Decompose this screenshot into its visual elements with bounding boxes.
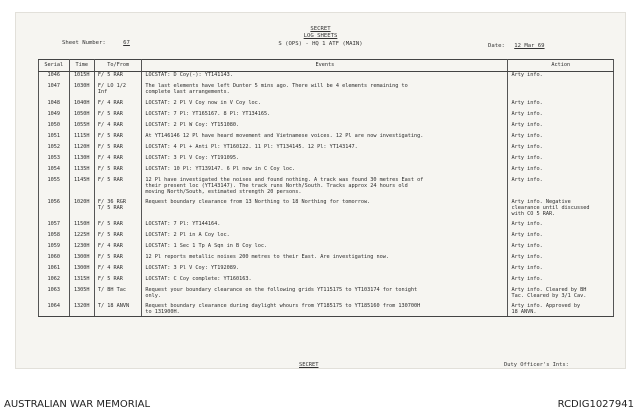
action-cell: Arty info. (508, 100, 614, 111)
column-header-action: Action (508, 60, 614, 72)
date-label: Date: (488, 43, 505, 49)
time-cell: 1015H (69, 72, 94, 83)
action-cell: Arty info. (508, 72, 614, 83)
serial-cell: 1057 (39, 221, 70, 232)
classification-bottom: SECRET (299, 362, 319, 368)
serial-cell: 1059 (39, 243, 70, 254)
log-sheet-page (15, 12, 626, 369)
table-row (39, 111, 614, 122)
serial-cell: 1054 (39, 166, 70, 177)
event-cell: LOCSTAT: 2 Pl W Coy: YT151080. (142, 122, 508, 133)
action-cell: Arty info. (508, 122, 614, 133)
unit-heading: S (OPS) - HQ 1 ATF (MAIN) (278, 41, 363, 47)
archive-record-id: RCDIG1027941 (557, 399, 634, 410)
table-row (39, 265, 614, 276)
log-title: LOG SHEETS (303, 33, 338, 39)
table-row (39, 72, 614, 83)
to-from-cell: F/ 5 RAR (94, 221, 141, 232)
action-cell: Arty info. (508, 265, 614, 276)
time-cell: 1135H (69, 166, 94, 177)
event-cell: Request boundary clearance from 13 Northing to 18 Northing for tomorrow. (142, 199, 508, 221)
time-cell: 1030H (69, 83, 94, 100)
time-cell: 1320H (69, 303, 94, 317)
action-cell: Arty info. Approved by 18 ANVN. (508, 303, 614, 317)
event-cell: LOCSTAT: D Coy(-): YT141143. (142, 72, 508, 83)
serial-cell: 1053 (39, 155, 70, 166)
action-cell: Arty info. (508, 276, 614, 287)
action-cell: Arty info. (508, 232, 614, 243)
serial-cell: 1064 (39, 303, 70, 317)
to-from-cell: F/ 4 RAR (94, 155, 141, 166)
time-cell: 1150H (69, 221, 94, 232)
sheet-number-label: Sheet Number: (62, 40, 106, 46)
action-cell: Arty info. (508, 166, 614, 177)
time-cell: 1300H (69, 265, 94, 276)
to-from-cell: F/ 5 RAR (94, 276, 141, 287)
event-cell: Request boundary clearance during daylight whours from YT185175 to YT185160 from 130700H to 131900H. (142, 303, 508, 317)
action-cell: Arty info. Cleared by BH Tac. Cleared by 3/1 Cav. (508, 287, 614, 303)
event-cell: LOCSTAT: C Coy complete: YT160163. (142, 276, 508, 287)
to-from-cell: F/ 5 RAR (94, 133, 141, 144)
column-header-time: Time (69, 60, 94, 72)
table-row (39, 122, 614, 133)
column-header-to-from: To/From (94, 60, 141, 72)
event-cell: LOCSTAT: 7 Pl: YT144164. (142, 221, 508, 232)
action-cell: Arty info. (508, 243, 614, 254)
to-from-cell: F/ 5 RAR (94, 111, 141, 122)
date-value: 12 Mar 69 (514, 43, 545, 49)
to-from-cell: F/ 5 RAR (94, 232, 141, 243)
archive-source-label: AUSTRALIAN WAR MEMORIAL (4, 399, 151, 410)
to-from-cell: F/ 4 RAR (94, 265, 141, 276)
serial-cell: 1048 (39, 100, 70, 111)
table-row (39, 83, 614, 100)
event-cell: LOCSTAT: 2 Pl in A Coy loc. (142, 232, 508, 243)
action-cell: Arty info. (508, 254, 614, 265)
table-row (39, 221, 614, 232)
action-cell: Arty info. Negative clearance until discussed with CO 5 RAR. (508, 199, 614, 221)
table-row (39, 243, 614, 254)
event-cell: LOCSTAT: 1 Sec 1 Tp A Sqn in B Coy loc. (142, 243, 508, 254)
table-header-row (39, 60, 614, 72)
serial-cell: 1049 (39, 111, 70, 122)
table-row (39, 100, 614, 111)
serial-cell: 1052 (39, 144, 70, 155)
time-cell: 1020H (69, 199, 94, 221)
time-cell: 1225H (69, 232, 94, 243)
time-cell: 1300H (69, 254, 94, 265)
sheet-number-field (62, 40, 130, 46)
event-cell: LOCSTAT: 7 Pl: YT165167. 8 Pl: YT134165. (142, 111, 508, 122)
action-cell: Arty info. (508, 111, 614, 122)
sheet-number-value: 67 (123, 40, 130, 46)
serial-cell: 1050 (39, 122, 70, 133)
table-row (39, 232, 614, 243)
event-cell: 12 Pl reports metallic noises 200 metres to their East. Are investigating now. (142, 254, 508, 265)
table-row (39, 166, 614, 177)
to-from-cell: T/ 18 ANVN (94, 303, 141, 317)
date-field (488, 43, 545, 49)
action-cell (508, 83, 614, 100)
table-row (39, 276, 614, 287)
time-cell: 1305H (69, 287, 94, 303)
archive-caption-bar (0, 395, 639, 415)
event-cell: LOCSTAT: 2 Pl V Coy now in V Coy loc. (142, 100, 508, 111)
serial-cell: 1051 (39, 133, 70, 144)
table-row (39, 144, 614, 155)
time-cell: 1120H (69, 144, 94, 155)
to-from-cell: F/ 4 RAR (94, 243, 141, 254)
action-cell: Arty info. (508, 144, 614, 155)
event-cell: At YT146146 12 Pl have heard movement and Vietnamese voices. 12 Pl are now investigating. (142, 133, 508, 144)
event-cell: 12 Pl have investigated the noises and found nothing. A track was found 30 metres East of their present loc (YT143147). The track runs North/South. Tracks approx 24 hours old moving North/South, estimated strength 20 persons. (142, 177, 508, 199)
to-from-cell: F/ 4 RAR (94, 122, 141, 133)
to-from-cell: F/ 5 RAR (94, 72, 141, 83)
event-cell: LOCSTAT: 3 Pl V Coy: YT191095. (142, 155, 508, 166)
classification-top: SECRET (310, 26, 331, 32)
event-cell: The last elements have left Dunter 5 mins ago. There will be 4 elements remaining to complete last arrangements. (142, 83, 508, 100)
table-row (39, 254, 614, 265)
event-cell: LOCSTAT: 4 Pl + Anti Pl: YT160122. 11 Pl: YT134145. 12 Pl: YT143147. (142, 144, 508, 155)
serial-cell: 1063 (39, 287, 70, 303)
to-from-cell: F/ 4 RAR (94, 100, 141, 111)
table-row (39, 177, 614, 199)
to-from-cell: F/ LO 1/2 Inf (94, 83, 141, 100)
table-row (39, 155, 614, 166)
event-cell: Request your boundary clearance on the following grids YT115175 to YT103174 for tonight only. (142, 287, 508, 303)
time-cell: 1040H (69, 100, 94, 111)
to-from-cell: F/ 5 RAR (94, 166, 141, 177)
column-header-serial: Serial (39, 60, 70, 72)
column-header-events: Events (142, 60, 508, 72)
time-cell: 1050H (69, 111, 94, 122)
action-cell: Arty info. (508, 133, 614, 144)
serial-cell: 1046 (39, 72, 70, 83)
action-cell: Arty info. (508, 221, 614, 232)
serial-cell: 1056 (39, 199, 70, 221)
table-row (39, 287, 614, 303)
time-cell: 1230H (69, 243, 94, 254)
time-cell: 1115H (69, 133, 94, 144)
event-cell: LOCSTAT: 3 Pl V Coy: YT192089. (142, 265, 508, 276)
time-cell: 1130H (69, 155, 94, 166)
serial-cell: 1058 (39, 232, 70, 243)
to-from-cell: F/ 5 RAR (94, 144, 141, 155)
time-cell: 1145H (69, 177, 94, 199)
table-row (39, 303, 614, 317)
to-from-cell: F/ 5 RAR (94, 177, 141, 199)
serial-cell: 1060 (39, 254, 70, 265)
time-cell: 1315H (69, 276, 94, 287)
time-cell: 1055H (69, 122, 94, 133)
action-cell: Arty info. (508, 155, 614, 166)
action-cell: Arty info. (508, 177, 614, 199)
table-row (39, 133, 614, 144)
serial-cell: 1062 (39, 276, 70, 287)
duty-officer-initials: Duty Officer's Ints: (504, 362, 569, 368)
to-from-cell: F/ 5 RAR (94, 254, 141, 265)
serial-cell: 1055 (39, 177, 70, 199)
event-cell: LOCSTAT: 10 Pl: YT139147. 6 Pl now in C Coy loc. (142, 166, 508, 177)
log-table-body (39, 72, 614, 317)
to-from-cell: F/ 36 RGR T/ 5 RAR (94, 199, 141, 221)
to-from-cell: T/ BH Tac (94, 287, 141, 303)
table-row (39, 199, 614, 221)
serial-cell: 1061 (39, 265, 70, 276)
log-table (38, 59, 614, 317)
serial-cell: 1047 (39, 83, 70, 100)
